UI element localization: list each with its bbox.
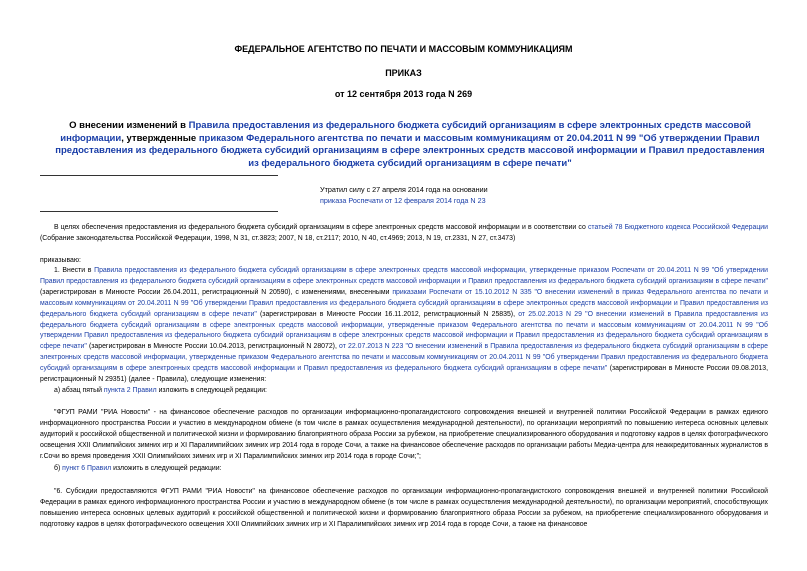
item-b-text-2: изложить в следующей редакции: [111,465,222,472]
item-a-text-2: изложить в следующей редакции: [156,387,267,394]
title-link-rules[interactable]: Правила предоставления из федерального бюджета субсидий организациям в сфере электронных средств массовой информации [60,120,751,144]
quote-2-paragraph: "6. Субсидии предоставляются ФГУП РАМИ "РИА Новости" на финансовое обеспечение расходов по организации информационно-пропагандистского сопровождения внешней и внутренней политики Российской Федерации в рамках единого информационного пространства России и участию в международном обмене (в том числе в рамках осуществления международной деятельности), по организации мероприятий, способствующих повышению интереса основных целевых аудиторий к российской общественной и политической жизни и формированию благоприятного образа России за рубежом, на приобретение специализированного оборудования и подготовку кадров в целях фотографического освещения XXII Олимпийских зимних игр и XI Паралимпийских зимних игр 2014 года в городе Сочи, а также на финансовое [40,488,768,528]
item1-text-4: (зарегистрирован в Минюсте России 10.04.2013, регистрационный N 28072), [86,343,340,351]
status-note-text: Утратил силу с 27 апреля 2014 года на основании [320,185,488,194]
item1-link-order-223[interactable]: от 22.07.2013 N 223 "О внесении изменений в Правила предоставления из федерального бюджета субсидий организациям в сфере электронных средств массовой информации, утвержденные приказом Федерального агентства по печати и массовым коммуникациям от 20.04.2011 N 99 "Об утверждении Правил предоставления из федерального бюджета субсидий организациям в сфере электронных средств массовой информации и Правил предоставления из федерального бюджета субсидий организациям в сфере печати" [40,343,768,373]
agency-name: ФЕДЕРАЛЬНОЕ АГЕНТСТВО ПО ПЕЧАТИ И МАССОВЫМ КОММУНИКАЦИЯМ [234,44,573,54]
item1-text-1: 1. Внести в [54,267,95,274]
item1-link-order-29[interactable]: от 25.02.2013 N 29 "О внесении изменений в Правила предоставления из федерального бюджета субсидий организациям в сфере электронных средств массовой информации, утвержденные приказом Федерального агентства по печати и массовым коммуникациям от 20.04.2011 N 99 "Об утверждении Правил предоставления из федерального бюджета субсидий организациям в сфере электронных средств массовой информации и Правил предоставления из федерального бюджета субсидий организациям в сфере печати" [40,310,768,351]
document-type: ПРИКАЗ [385,68,422,78]
item1-text-2: (зарегистрирован в Минюсте России 26.04.2011, регистрационный N 20590), с изменениями, внесенными [40,288,393,296]
item-a-text-1: а) абзац пятый [54,387,104,394]
quote-1-paragraph: "ФГУП РАМИ "РИА Новости" - на финансовое обеспечение расходов по организации информационно-пропагандистского сопровождения внешней и внутренней политики Российской Федерации в рамках единого информационного пространства России и участию в международном обмене (в том числе в рамках осуществления международной деятельности), по организации мероприятий по повышению интереса основных целевых аудиторий к российской общественной и политической жизни и формированию благоприятного образа России за рубежом, на приобретение специализированного оборудования и подготовку кадров в целях фотографического освещения XXII Олимпийских зимних игр и XI Паралимпийских зимних игр 2014 года в городе Сочи, а также на финансовое обеспечение расходов по организации работы Медиа-центра для неаккредитованных журналистов в г.Сочи во время проведения XXII Олимпийских зимних игр и XI Паралимпийских зимних игр 2014 года в городе Сочи;"; [40,409,768,460]
document-title [52,120,768,170]
intro-text-1: В целях обеспечения предоставления из федерального бюджета субсидий организациям в сфере электронных средств массовой информации и в соответствии со [54,224,588,231]
item-a-paragraph [40,386,768,397]
item1-link-rules[interactable]: Правила предоставления из федерального бюджета субсидий организациям в сфере электронных средств массовой информации, утвержденные приказом Роспечати от 20.04.2011 N 99 "Об утверждении Правил предоставления из федерального бюджета субсидий организациям в сфере электронных средств массовой информации и Правил предоставления из федерального бюджета субсидий организациям в сфере печати" [40,267,768,285]
intro-link-budget-code[interactable]: статьей 78 Бюджетного кодекса Российской Федерации [587,224,768,231]
item-1-paragraph [40,266,768,386]
title-link-order[interactable]: приказом Федерального агентства по печати и массовым коммуникациям от 20.04.2011 N 99 "Об утверждении Правил предоставления из федерального бюджета субсидий организациям в сфере электронных средств массовой информации и Правил предоставления из федерального бюджета субсидий организациям в сфере печати" [55,132,765,169]
status-note-link[interactable]: приказа Роспечати от 12 февраля 2014 года N 23 [320,196,486,205]
bottom-divider [40,211,278,212]
item-a-link-point-2[interactable]: пункта 2 Правил [103,387,157,394]
item-b-link-point-6[interactable]: пункт 6 Правил [62,465,112,472]
title-text-2: , утвержденные [121,132,199,144]
document-date: от 12 сентября 2013 года N 269 [334,89,473,99]
item-b-text-1: б) [54,465,63,472]
item-b-paragraph [40,464,768,475]
title-text-1: О внесении изменений в [69,120,189,131]
item1-text-5: (зарегистрирован в Минюсте России 09.08.2013, регистрационный N 29351) (далее - Правила), следующие изменения: [40,365,769,384]
status-note [320,184,488,206]
intro-paragraph [40,223,768,245]
top-divider [40,175,278,176]
item1-link-order-335[interactable]: приказами Роспечати от 15.10.2012 N 335 "О внесении изменений в приказ Федерального агентства по печати и массовым коммуникациям от 20.04.2011 N 99 "Об утверждении Правил предоставления из федерального бюджета субсидий организациям в сфере электронных средств массовой информации и Правил предоставления из федерального бюджета субсидий организациям в сфере печати" [40,288,768,318]
item1-text-3: (зарегистрирован в Минюсте России 16.11.2012, регистрационный N 25835), [256,310,519,318]
intro-text-2: (Собрание законодательства Российской Федерации, 1998, N 31, ст.3823; 2007, N 18, ст.2117; 2010, N 40, ст.4969; 2013, N 19, ст.2331, N 27, ст.3473) [40,234,516,242]
order-word: приказываю: [40,257,81,264]
